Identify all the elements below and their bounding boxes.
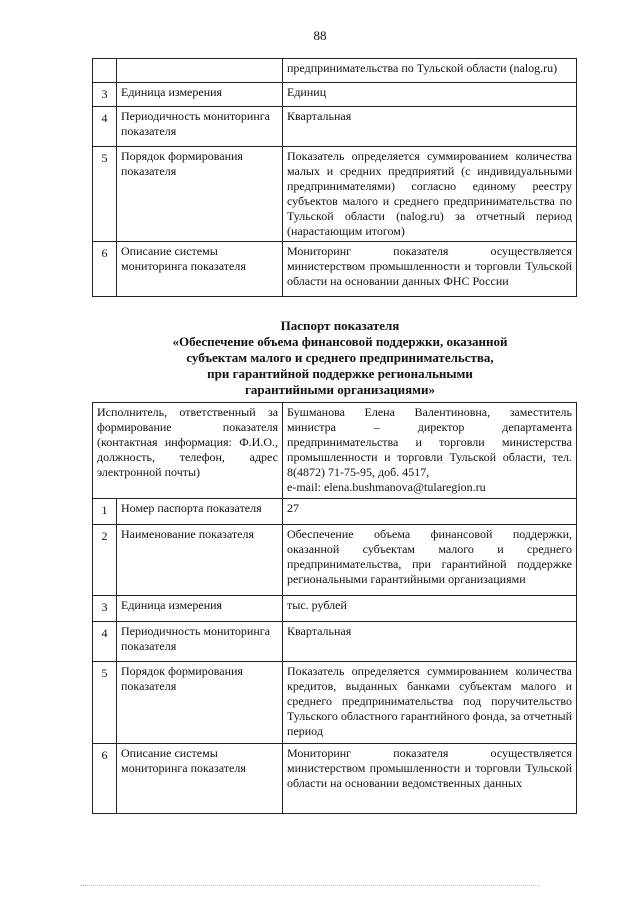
- row-number: 1: [93, 499, 117, 525]
- table-cell-value: Мониторинг показателя осуществляется министерством промышленности и торговли Тульской области на основании данных ФНС России: [283, 242, 577, 297]
- table-cell-value: тыс. рублей: [283, 596, 577, 622]
- table-cell-label: Описание системы мониторинга показателя: [117, 744, 283, 814]
- table-row: [93, 596, 577, 622]
- executor-label: Исполнитель, ответственный за формирование показателя (контактная информация: Ф.И.О., должность, телефон, адрес электронной почты): [93, 403, 283, 499]
- passport-heading: [80, 318, 600, 398]
- table-cell-label: Порядок формирования показателя: [117, 662, 283, 744]
- table-row: [93, 744, 577, 814]
- table-cell-value: Квартальная: [283, 107, 577, 147]
- row-number: 2: [93, 525, 117, 596]
- table-cell-label: Единица измерения: [117, 83, 283, 107]
- table-cell-label: Наименование показателя: [117, 525, 283, 596]
- table-cell-label: Единица измерения: [117, 596, 283, 622]
- row-number: 4: [93, 107, 117, 147]
- passport-subtitle-line: «Обеспечение объема финансовой поддержки, оказанной: [172, 334, 508, 349]
- table-cell-label: Периодичность мониторинга показателя: [117, 622, 283, 662]
- scan-artifact-line: [80, 885, 540, 888]
- table-row: [93, 525, 577, 596]
- table-cell-value: Квартальная: [283, 622, 577, 662]
- table-cell-label: Описание системы мониторинга показателя: [117, 242, 283, 297]
- table-row: [93, 59, 577, 83]
- table-row: [93, 147, 577, 242]
- executor-value: [283, 403, 577, 499]
- table-row: [93, 403, 577, 499]
- table-row: [93, 622, 577, 662]
- row-number: 3: [93, 596, 117, 622]
- table-row: [93, 499, 577, 525]
- passport-title: Паспорт показателя: [280, 318, 400, 333]
- table-cell-label: Порядок формирования показателя: [117, 147, 283, 242]
- table-cell-value: 27: [283, 499, 577, 525]
- table-cell-value: Показатель определяется суммированием количества кредитов, выданных банками субъектам малого и среднего предпринимательства под поручительство Тульского областного гарантийного фонда, за отчетный период: [283, 662, 577, 744]
- row-number: 4: [93, 622, 117, 662]
- table-row: [93, 83, 577, 107]
- row-number: 3: [93, 83, 117, 107]
- indicator-table-continued: [92, 58, 577, 297]
- table-cell-label: Номер паспорта показателя: [117, 499, 283, 525]
- passport-subtitle-line: гарантийными организациями»: [245, 382, 435, 397]
- page-number: 88: [313, 28, 327, 43]
- passport-subtitle-line: субъектам малого и среднего предпринимательства,: [186, 350, 494, 365]
- executor-details: Бушманова Елена Валентиновна, заместитель министра – директор департамента предпринимательства и торговли министерства промышленности и торговли Тульской области, тел. 8(4872) 71-75-95, доб. 4517,: [287, 405, 573, 479]
- table-cell-value: Единиц: [283, 83, 577, 107]
- table-cell-value: Мониторинг показателя осуществляется министерством промышленности и торговли Тульской области на основании ведомственных данных: [283, 744, 577, 814]
- table-row: [93, 662, 577, 744]
- table-cell-value: Показатель определяется суммированием количества малых и средних предприятий (с индивидуальными предпринимателями) согласно единому реестру субъектов малого и среднего предпринимательства по Тульской области (nalog.ru) за отчетный период (нарастающим итогом): [283, 147, 577, 242]
- table-row: [93, 107, 577, 147]
- table-cell-label: Периодичность мониторинга показателя: [117, 107, 283, 147]
- indicator-passport-table: [92, 402, 577, 814]
- table-cell-value: предпринимательства по Тульской области (nalog.ru): [283, 59, 577, 83]
- row-number: 5: [93, 147, 117, 242]
- row-number: 6: [93, 744, 117, 814]
- row-number: 5: [93, 662, 117, 744]
- executor-email: e-mail: elena.bushmanova@tularegion.ru: [287, 480, 486, 494]
- passport-subtitle-line: при гарантийной поддержке региональными: [207, 366, 473, 381]
- row-number: 6: [93, 242, 117, 297]
- table-row: [93, 242, 577, 297]
- table-cell-value: Обеспечение объема финансовой поддержки, оказанной субъектам малого и среднего предпринимательства, при гарантийной поддержке региональными гарантийными организациями: [283, 525, 577, 596]
